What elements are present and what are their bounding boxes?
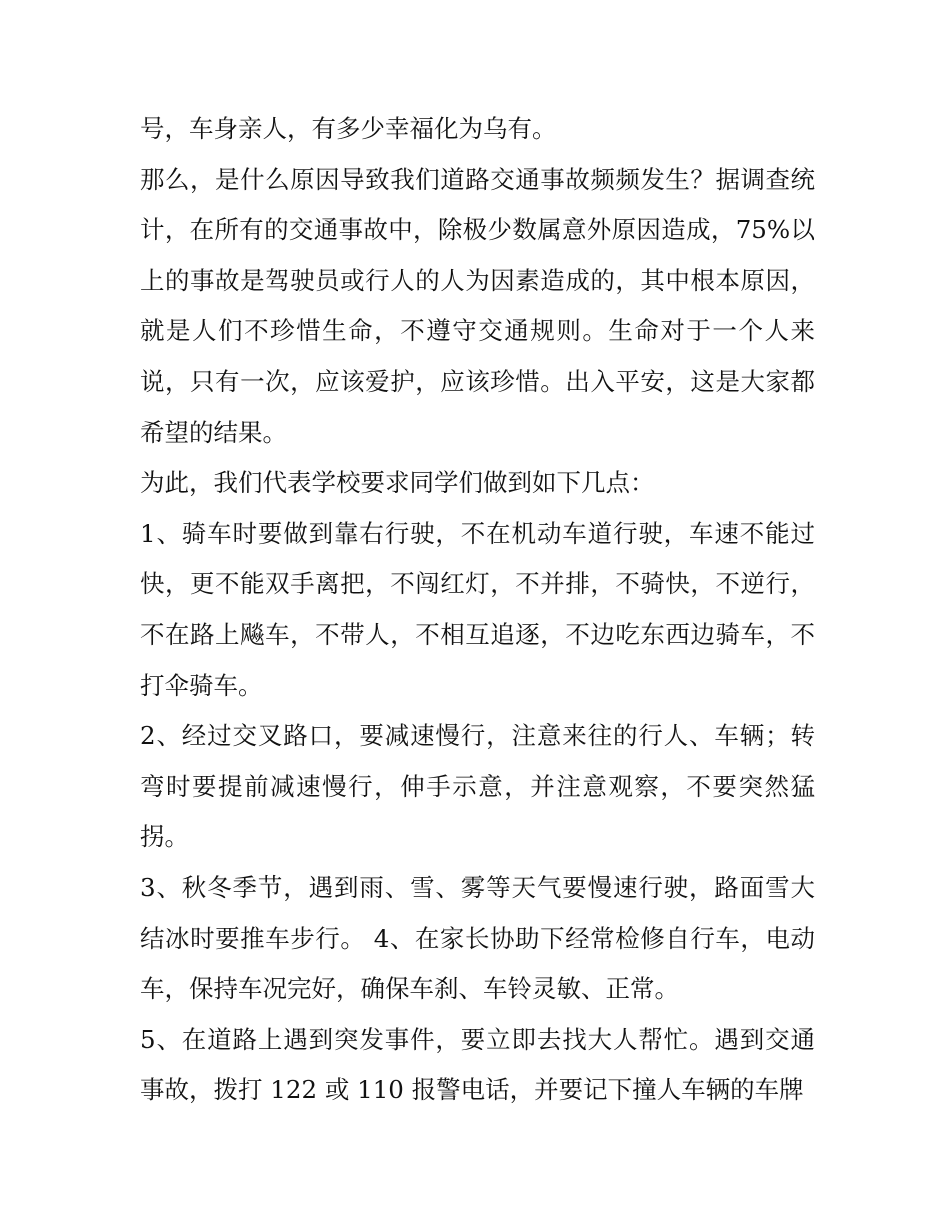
paragraph-7: 5、在道路上遇到突发事件，要立即去找大人帮忙。遇到交通事故，拨打 122 或 110 报警电话，并要记下撞人车辆的车牌 xyxy=(140,1024,815,1105)
paragraph-6: 3、秋冬季节，遇到雨、雪、雾等天气要慢速行驶，路面雪大结冰时要推车步行。 4、在家长协助下经常检修自行车，电动车，保持车况完好，确保车刹、车铃灵敏、正常。 xyxy=(140,872,815,1004)
paragraph-4: 1、骑车时要做到靠右行驶，不在机动车道行驶，车速不能过快，更不能双手离把，不闯红灯，不并排，不骑快，不逆行，不在路上飚车，不带人，不相互追逐，不边吃东西边骑车，不打伞骑车。 xyxy=(140,518,815,700)
paragraph-1: 号，车身亲人，有多少幸福化为乌有。 xyxy=(140,114,557,143)
paragraph-5: 2、经过交叉路口，要减速慢行，注意来往的行人、车辆；转弯时要提前减速慢行，伸手示意，并注意观察，不要突然猛拐。 xyxy=(140,721,815,852)
paragraph-2: 那么，是什么原因导致我们道路交通事故频频发生？据调查统计，在所有的交通事故中，除极少数属意外原因造成，75%以上的事故是驾驶员或行人的人为因素造成的，其中根本原因，就是人们不珍惜生命，不遵守交通规则。生命对于一个人来说，只有一次，应该爱护，应该珍惜。出入平安，这是大家都希望的结果。 xyxy=(140,164,815,447)
paragraph-3: 为此，我们代表学校要求同学们做到如下几点： xyxy=(140,468,655,498)
document-body xyxy=(140,104,815,1116)
